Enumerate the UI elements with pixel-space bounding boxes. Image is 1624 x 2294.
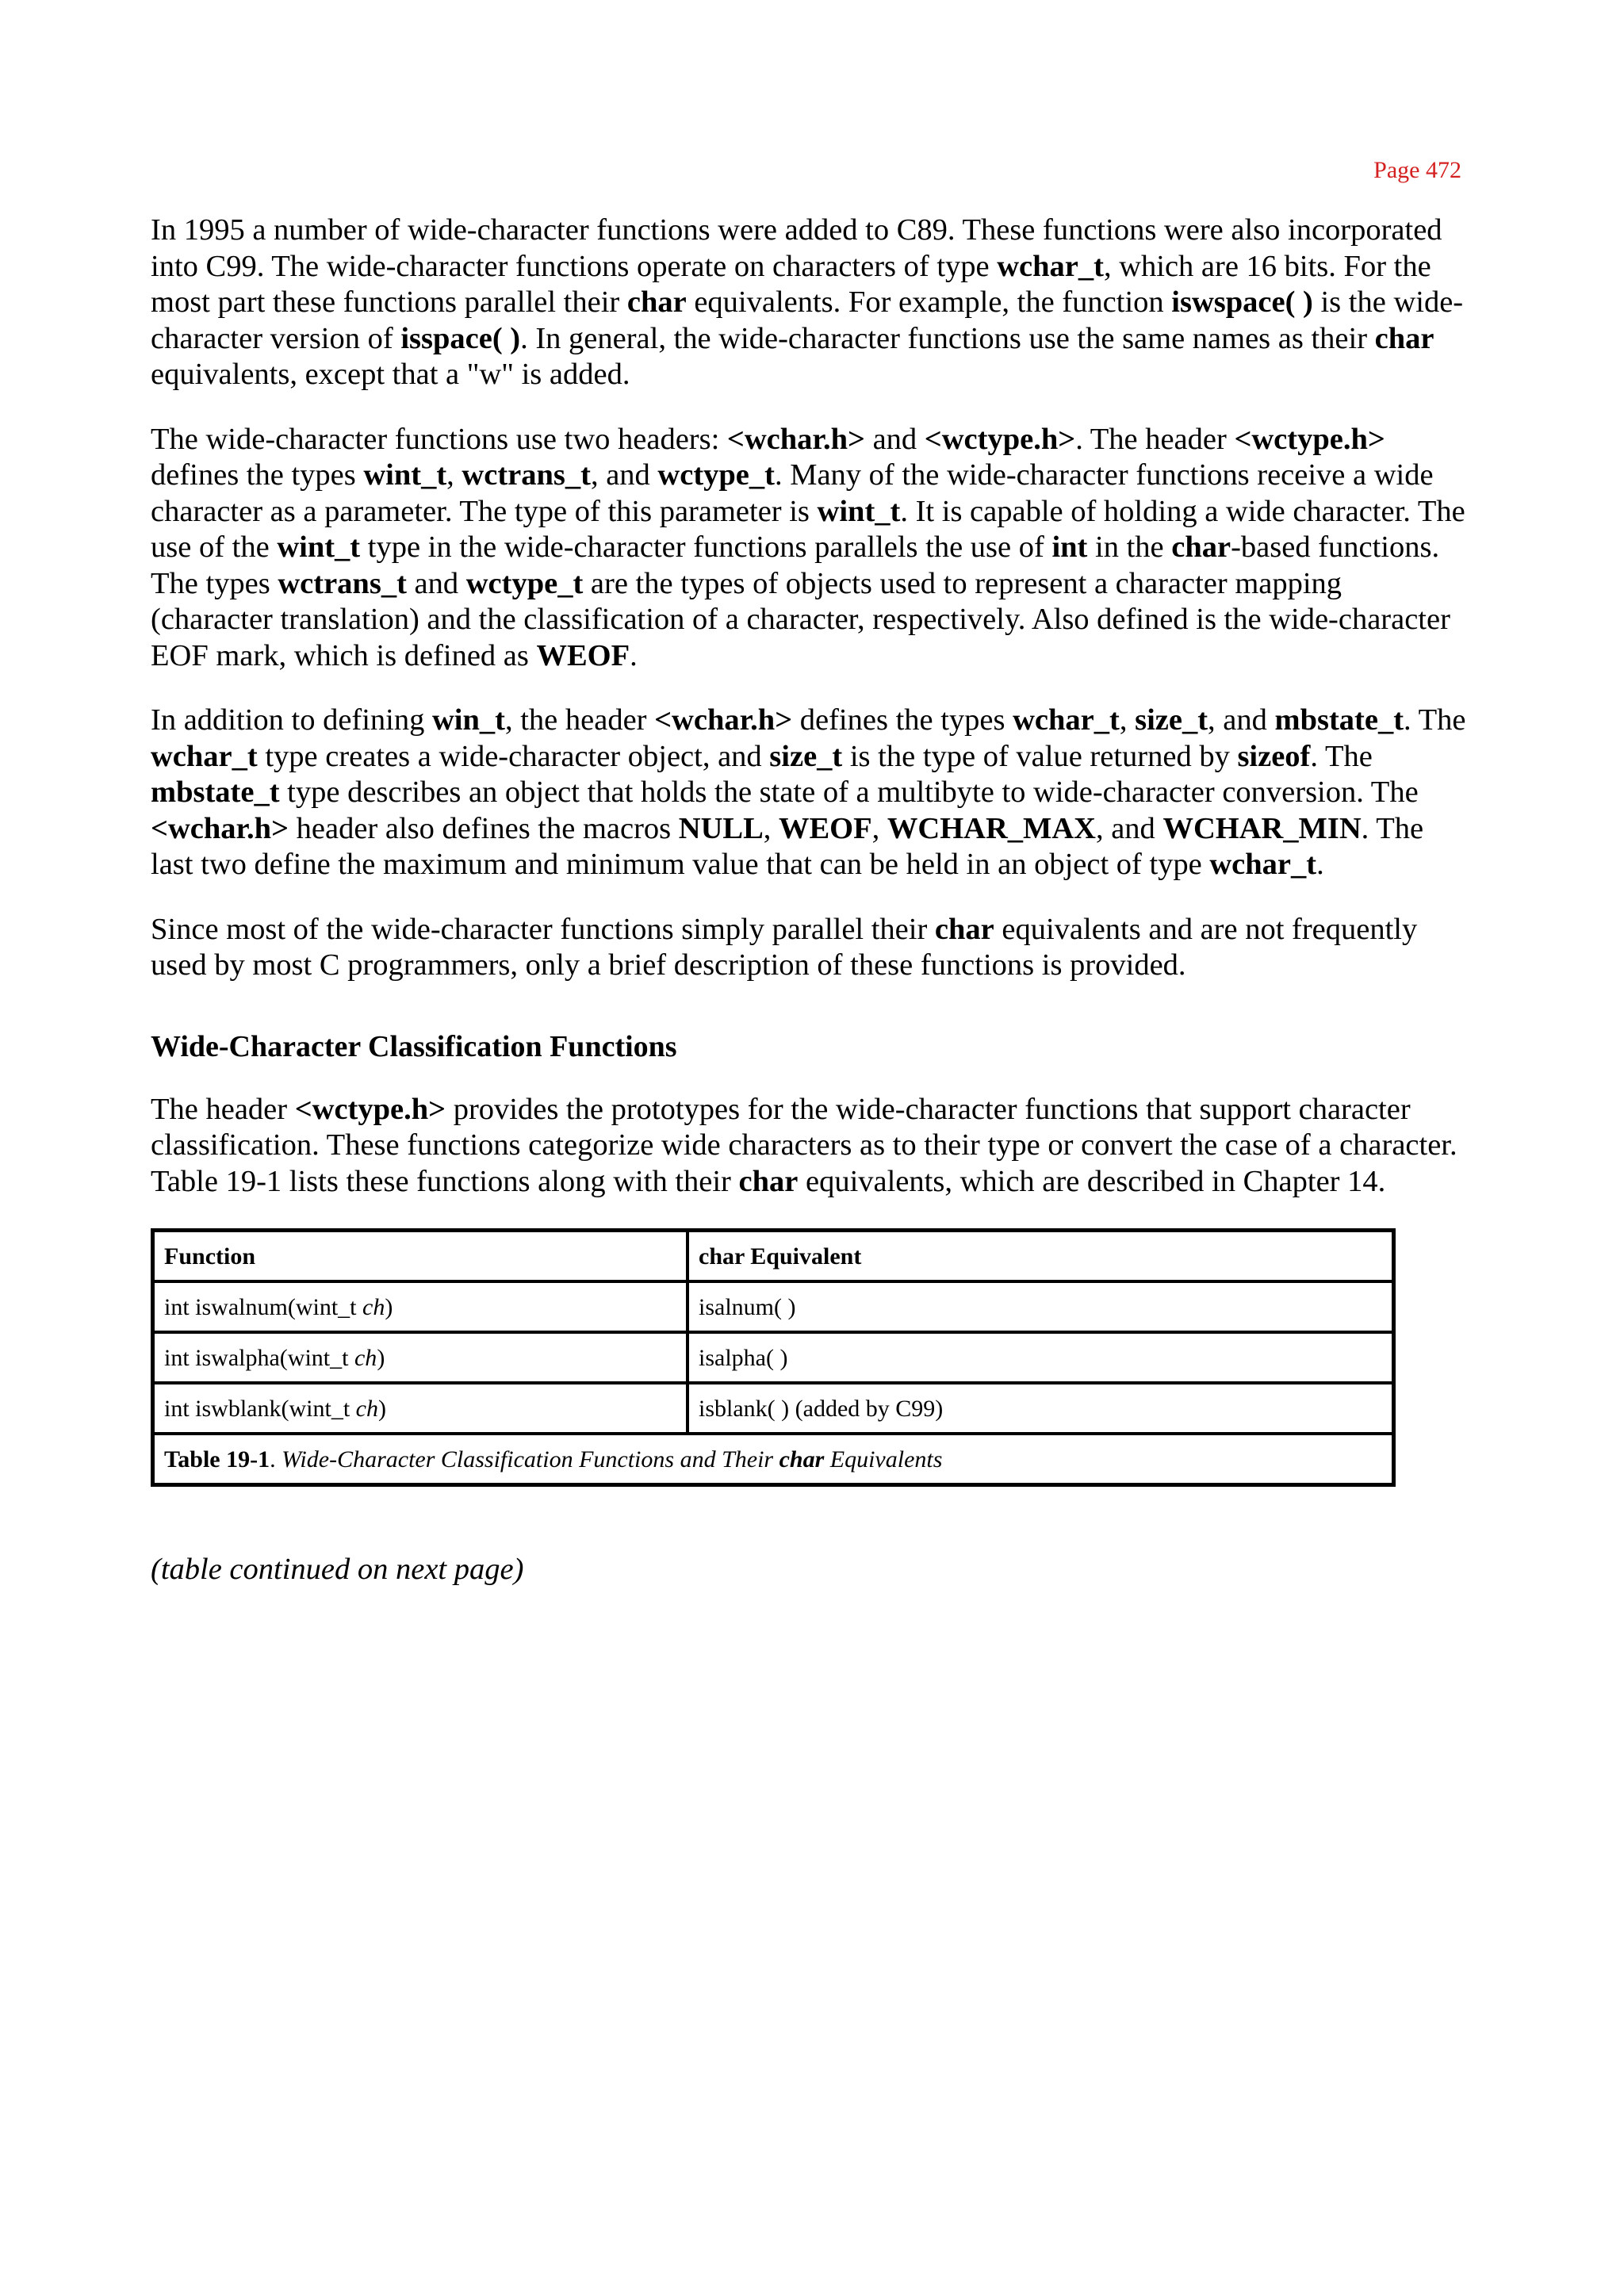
- caption-text-after: Equivalents: [824, 1446, 943, 1473]
- paragraph-2-segment: are the types of objects used to represent a character mapping (character translation) and the classification of a character, respectively. Also defined is the wide-character EOF mark, which is defined as: [151, 566, 1450, 672]
- paragraph-3-segment: WCHAR_MAX: [887, 811, 1096, 845]
- paragraph-3-segment: , and: [1208, 703, 1275, 737]
- paragraph-3-segment: win_t: [432, 703, 505, 737]
- paragraph-3-segment: . The last two define the maximum and minimum value that can be held in an object of type: [151, 811, 1424, 881]
- paragraph-3-segment: NULL: [678, 811, 764, 845]
- paragraph-2-segment: and: [864, 422, 925, 456]
- paragraph-3-segment: mbstate_t: [151, 776, 280, 809]
- body-paragraph: [151, 703, 1467, 883]
- paragraph-2-segment: . It is capable of holding a wide character. The use of the: [151, 494, 1465, 564]
- paragraph-3-segment: , and: [1095, 811, 1163, 845]
- function-signature: int iswalnum(wint_t: [164, 1294, 362, 1320]
- paragraph-2-segment: and: [406, 566, 466, 600]
- section-paragraph-segment: The header: [151, 1092, 295, 1126]
- function-signature-end: ): [385, 1294, 393, 1320]
- section-paragraph-segment: equivalents, which are described in Chapter 14.: [798, 1164, 1386, 1198]
- paragraph-3-segment: wchar_t: [151, 739, 258, 773]
- caption-text-before: Wide-Character Classification Functions and Their: [282, 1446, 779, 1473]
- caption-label: Table 19-1: [164, 1446, 270, 1473]
- table-row: [153, 1332, 1394, 1383]
- paragraph-1-segment: is the wide-character version of: [151, 285, 1464, 355]
- paragraph-3-segment: ,: [1119, 703, 1136, 737]
- paragraph-1-segment: , which are 16 bits. For the most part these functions parallel their: [151, 249, 1431, 319]
- function-signature-end: ): [377, 1396, 386, 1422]
- caption-sep: .: [270, 1446, 282, 1473]
- paragraph-2-segment: <wchar.h>: [726, 422, 865, 456]
- paragraph-2-segment: wctype_t: [465, 566, 584, 600]
- table-header-equivalent: char Equivalent: [688, 1231, 1394, 1282]
- paragraph-2-segment: wctrans_t: [278, 566, 407, 600]
- function-signature: int iswalpha(wint_t: [164, 1345, 354, 1371]
- paragraph-1-segment: . In general, the wide-character functions use the same names as their: [520, 321, 1375, 355]
- table-body: [153, 1281, 1394, 1434]
- paragraph-3-segment: In addition to defining: [151, 703, 432, 737]
- paragraph-1-segment: isspace( ): [400, 321, 521, 355]
- paragraph-4-segment: Since most of the wide-character functions simply parallel their: [151, 912, 935, 946]
- paragraph-3-segment: WCHAR_MIN: [1162, 811, 1362, 845]
- paragraph-2-segment: .: [630, 638, 638, 672]
- paragraph-3-segment: wchar_t: [1013, 703, 1120, 737]
- paragraph-2-segment: char: [1171, 530, 1231, 564]
- paragraph-2-segment: -based functions. The types: [151, 530, 1440, 600]
- paragraph-2-segment: int: [1051, 530, 1088, 564]
- paragraph-2-segment: wctrans_t: [462, 458, 591, 492]
- paragraph-2-segment: wint_t: [363, 458, 447, 492]
- function-table: [151, 1228, 1396, 1487]
- paragraph-3-segment: mbstate_t: [1274, 703, 1404, 737]
- paragraph-3-segment: type creates a wide-character object, and: [257, 739, 770, 773]
- paragraph-2-segment: . Many of the wide-character functions receive a wide character as a parameter. The type of this parameter is: [151, 458, 1434, 528]
- caption-text-bold: char: [779, 1446, 825, 1473]
- body-paragraph: [151, 912, 1467, 984]
- paragraph-1-segment: equivalents, except that a "w" is added.: [151, 358, 630, 391]
- section-paragraph-segment: char: [738, 1164, 799, 1198]
- paragraph-3-segment: size_t: [1135, 703, 1208, 737]
- table-row: [153, 1281, 1394, 1332]
- paragraph-3-segment: <wchar.h>: [151, 811, 289, 845]
- page-content: [151, 213, 1467, 1587]
- paragraph-2-segment: defines the types: [151, 458, 364, 492]
- paragraph-2-segment: WEOF: [536, 638, 630, 672]
- paragraph-2-segment: wint_t: [817, 494, 901, 528]
- paragraph-2-segment: <wctype.h>: [924, 422, 1076, 456]
- function-signature-end: ): [377, 1345, 385, 1371]
- paragraph-2-segment: type in the wide-character functions parallels the use of: [360, 530, 1052, 564]
- paragraph-3-segment: is the type of value returned by: [842, 739, 1238, 773]
- paragraph-3-segment: type describes an object that holds the state of a multibyte to wide-character conversion. The: [279, 776, 1419, 809]
- paragraph-3-segment: . The: [1404, 703, 1466, 737]
- paragraph-3-segment: , the header: [504, 703, 655, 737]
- paragraph-3-segment: .: [1316, 848, 1324, 881]
- function-cell: [153, 1332, 688, 1383]
- paragraph-2-segment: ,: [446, 458, 462, 492]
- paragraph-3-segment: <wchar.h>: [654, 703, 793, 737]
- paragraph-1-segment: equivalents. For example, the function: [686, 285, 1172, 319]
- table-header-row: [153, 1231, 1394, 1282]
- paragraph-2-segment: in the: [1087, 530, 1172, 564]
- function-param: ch: [354, 1345, 377, 1371]
- section-paragraph: [151, 1092, 1467, 1201]
- paragraph-1-segment: iswspace( ): [1171, 285, 1313, 319]
- function-cell: [153, 1383, 688, 1434]
- paragraph-1-segment: char: [626, 285, 687, 319]
- paragraph-4-segment: char: [934, 912, 994, 946]
- body-paragraph: [151, 213, 1467, 393]
- section-paragraph-segment: provides the prototypes for the wide-character functions that support character classification. These functions categorize wide characters as to their type or convert the case of a character. Table 19-1 lists these functions along with their: [151, 1092, 1457, 1198]
- paragraph-1-segment: char: [1374, 321, 1434, 355]
- paragraph-3-segment: ,: [871, 811, 887, 845]
- equivalent-cell: isalpha( ): [688, 1332, 1394, 1383]
- table-caption-row: [153, 1434, 1394, 1485]
- table-header-function: Function: [153, 1231, 688, 1282]
- paragraph-1-segment: In 1995 a number of wide-character functions were added to C89. These functions were also incorporated into C99. The wide-character functions operate on characters of type: [151, 213, 1442, 283]
- paragraph-3-segment: header also defines the macros: [289, 811, 679, 845]
- paragraph-2-segment: , and: [590, 458, 658, 492]
- paragraph-1-segment: wchar_t: [997, 249, 1104, 283]
- paragraph-3-segment: size_t: [769, 739, 843, 773]
- paragraph-2-segment: . The header: [1075, 422, 1235, 456]
- function-param: ch: [355, 1396, 378, 1422]
- equivalent-cell: isblank( ) (added by C99): [688, 1383, 1394, 1434]
- function-param: ch: [362, 1294, 385, 1320]
- section-heading: Wide-Character Classification Functions: [151, 1029, 677, 1063]
- paragraph-2-segment: The wide-character functions use two headers:: [151, 422, 727, 456]
- table-caption: [153, 1434, 1394, 1485]
- section-paragraph-segment: <wctype.h>: [294, 1092, 446, 1126]
- paragraph-3-segment: defines the types: [792, 703, 1013, 737]
- function-signature: int iswblank(wint_t: [164, 1396, 356, 1422]
- paragraph-3-segment: sizeof: [1237, 739, 1311, 773]
- paragraph-3-segment: . The: [1310, 739, 1373, 773]
- table-row: [153, 1383, 1394, 1434]
- function-cell: [153, 1281, 688, 1332]
- body-paragraphs: [151, 213, 1467, 984]
- paragraph-2-segment: <wctype.h>: [1234, 422, 1385, 456]
- paragraph-4-segment: equivalents and are not frequently used by most C programmers, only a brief description of these functions is provided.: [151, 912, 1418, 982]
- paragraph-3-segment: wchar_t: [1209, 848, 1317, 881]
- page-number: Page 472: [1373, 157, 1461, 183]
- paragraph-3-segment: WEOF: [779, 811, 872, 845]
- table-continued-note: (table continued on next page): [151, 1553, 524, 1586]
- paragraph-3-segment: ,: [763, 811, 779, 845]
- paragraph-2-segment: wctype_t: [657, 458, 775, 492]
- body-paragraph: [151, 422, 1467, 675]
- paragraph-2-segment: wint_t: [277, 530, 361, 564]
- equivalent-cell: isalnum( ): [688, 1281, 1394, 1332]
